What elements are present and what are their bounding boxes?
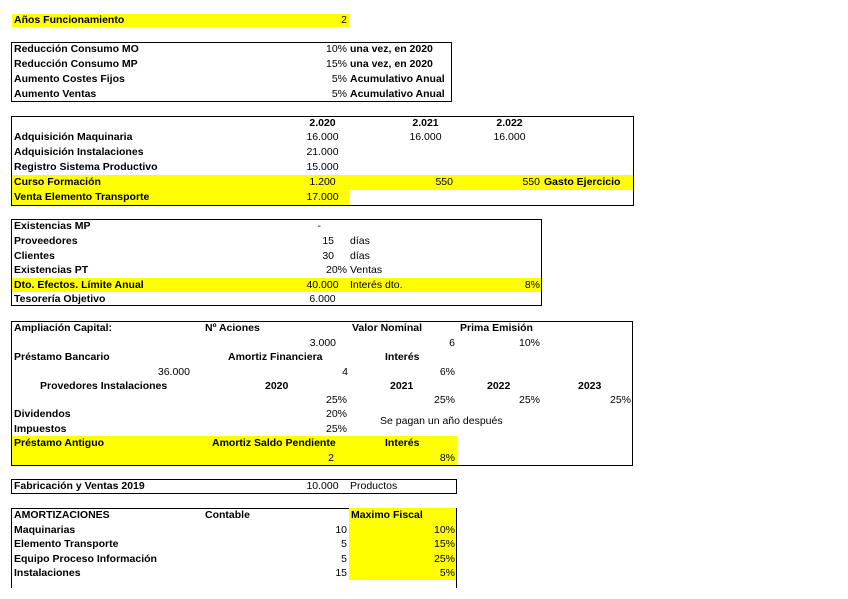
antiguo-label[interactable]: Préstamo Antiguo	[14, 437, 105, 449]
inversion-value[interactable]: 16.000	[306, 131, 339, 143]
inversion-value[interactable]: 550	[522, 176, 540, 188]
reduccion-note[interactable]: Acumulativo Anual	[350, 88, 445, 100]
inversion-year: 2.022	[496, 117, 523, 129]
reduccion-label[interactable]: Reducción Consumo MO	[14, 43, 139, 55]
circulante-unit[interactable]: Interés dto.	[350, 279, 403, 291]
dividendos-value[interactable]: 20%	[325, 408, 347, 420]
amortiz-fin-label[interactable]: Amortiz Financiera	[228, 351, 323, 363]
amortizacion-contable[interactable]: 15	[335, 567, 347, 579]
interes-label[interactable]: Interés	[385, 351, 420, 363]
circulante-label[interactable]: Existencias MP	[14, 220, 91, 232]
proveedores-year: 2022	[487, 380, 511, 392]
reduccion-label[interactable]: Aumento Costes Fijos	[14, 73, 125, 85]
funcionamiento-value[interactable]: 2	[341, 14, 347, 26]
amortizacion-label[interactable]: Equipo Proceso Información	[14, 553, 157, 565]
reduccion-label[interactable]: Aumento Ventas	[14, 88, 97, 100]
circulante-unit[interactable]: días	[350, 250, 370, 262]
circulante-value[interactable]: 30	[322, 250, 334, 262]
inversion-label[interactable]: Curso Formación	[14, 176, 101, 188]
circulante-label[interactable]: Proveedores	[14, 235, 78, 247]
nominal-label[interactable]: Valor Nominal	[352, 322, 423, 334]
inversion-value[interactable]: 21.000	[306, 146, 339, 158]
nominal-value[interactable]: 6	[449, 337, 455, 349]
proveedores-year: 2021	[390, 380, 414, 392]
inversion-value[interactable]: 17.000	[306, 191, 339, 203]
fabricacion-unit[interactable]: Productos	[350, 480, 398, 492]
circulante-value[interactable]: 20%	[325, 264, 347, 276]
amortizacion-label[interactable]: Instalaciones	[14, 567, 81, 579]
inversion-value[interactable]: 16.000	[409, 131, 442, 143]
amortizacion-fiscal[interactable]: 25%	[433, 553, 455, 565]
amortizacion-fiscal[interactable]: 5%	[439, 567, 455, 579]
inversion-year: 2.020	[309, 117, 336, 129]
fiscal-label[interactable]: Maximo Fiscal	[351, 509, 423, 521]
gasto-ejercicio-note[interactable]: Gasto Ejercicio	[544, 176, 621, 188]
inversion-label[interactable]: Adquisición Maquinaria	[14, 131, 133, 143]
amortizacion-label[interactable]: Elemento Transporte	[14, 538, 119, 550]
amortiz-saldo-label[interactable]: Amortiz Saldo Pendiente	[212, 437, 336, 449]
funcionamiento-label[interactable]: Años Funcionamiento	[14, 14, 125, 26]
inversion-value[interactable]: 16.000	[493, 131, 526, 143]
circulante-extra[interactable]: 8%	[524, 279, 540, 291]
inversion-label[interactable]: Registro Sistema Productivo	[14, 161, 158, 173]
prestamo-label[interactable]: Préstamo Bancario	[14, 351, 110, 363]
circulante-label[interactable]: Clientes	[14, 250, 55, 262]
circulante-label[interactable]: Dto. Efectos. Límite Anual	[14, 279, 144, 291]
inversion-value[interactable]: 1.200	[309, 176, 336, 188]
reduccion-value[interactable]: 5%	[331, 73, 347, 85]
impuestos-value[interactable]: 25%	[325, 423, 347, 435]
prima-label[interactable]: Prima Emisión	[460, 322, 533, 334]
inversion-year: 2.021	[412, 117, 439, 129]
proveedores-year: 2023	[578, 380, 602, 392]
circulante-label[interactable]: Tesorería Objetivo	[14, 293, 106, 305]
inversion-value[interactable]: 550	[435, 176, 453, 188]
circulante-label[interactable]: Existencias PT	[14, 264, 89, 276]
reduccion-value[interactable]: 5%	[331, 88, 347, 100]
amortizacion-fiscal[interactable]: 15%	[433, 538, 455, 550]
circulante-value[interactable]: 40.000	[306, 279, 339, 291]
proveedores-value[interactable]: 25%	[609, 394, 631, 406]
acciones-value[interactable]: 3.000	[309, 337, 336, 349]
reduccion-note[interactable]: Acumulativo Anual	[350, 73, 445, 85]
circulante-unit[interactable]: Ventas	[350, 264, 383, 276]
interes-value[interactable]: 6%	[439, 366, 455, 378]
contable-label[interactable]: Contable	[205, 509, 250, 521]
circulante-value[interactable]: 15	[322, 235, 334, 247]
reduccion-label[interactable]: Reducción Consumo MP	[14, 58, 138, 70]
proveedores-value[interactable]: 25%	[518, 394, 540, 406]
amortizacion-contable[interactable]: 5	[341, 538, 347, 550]
impuestos-label[interactable]: Impuestos	[14, 423, 67, 435]
proveedores-value[interactable]: 25%	[325, 394, 347, 406]
reduccion-note[interactable]: una vez, en 2020	[350, 43, 433, 55]
fabricacion-value[interactable]: 10.000	[306, 480, 339, 492]
circulante-value[interactable]: -	[317, 220, 321, 232]
amortizacion-label[interactable]: Maquinarias	[14, 524, 76, 536]
proveedores-label[interactable]: Provedores Instalaciones	[40, 380, 168, 392]
prima-value[interactable]: 10%	[518, 337, 540, 349]
amortiz-saldo-value[interactable]: 2	[328, 452, 334, 464]
circulante-value[interactable]: 6.000	[309, 293, 336, 305]
reduccion-value[interactable]: 15%	[325, 58, 347, 70]
proveedores-year: 2020	[265, 380, 289, 392]
inversion-value[interactable]: 15.000	[306, 161, 339, 173]
fabricacion-label[interactable]: Fabricación y Ventas 2019	[14, 480, 145, 492]
antiguo-interes-value[interactable]: 8%	[439, 452, 455, 464]
amortizaciones-header[interactable]: AMORTIZACIONES	[14, 509, 110, 521]
prestamo-value[interactable]: 36.000	[157, 366, 190, 378]
pago-note[interactable]: Se pagan un año después	[380, 415, 503, 427]
inversion-label[interactable]: Venta Elemento Transporte	[14, 191, 150, 203]
circulante-unit[interactable]: días	[350, 235, 370, 247]
inversion-label[interactable]: Adquisición Instalaciones	[14, 146, 144, 158]
amortiz-fin-value[interactable]: 4	[342, 366, 348, 378]
ampliacion-label[interactable]: Ampliación Capital:	[14, 322, 113, 334]
reduccion-note[interactable]: una vez, en 2020	[350, 58, 433, 70]
amortizacion-contable[interactable]: 5	[341, 553, 347, 565]
reduccion-value[interactable]: 10%	[325, 43, 347, 55]
antiguo-interes-label[interactable]: Interés	[385, 437, 420, 449]
amortizacion-contable[interactable]: 10	[335, 524, 347, 536]
amortizacion-fiscal[interactable]: 10%	[433, 524, 455, 536]
proveedores-value[interactable]: 25%	[433, 394, 455, 406]
dividendos-label[interactable]: Dividendos	[14, 408, 71, 420]
acciones-label[interactable]: Nº Aciones	[205, 322, 260, 334]
